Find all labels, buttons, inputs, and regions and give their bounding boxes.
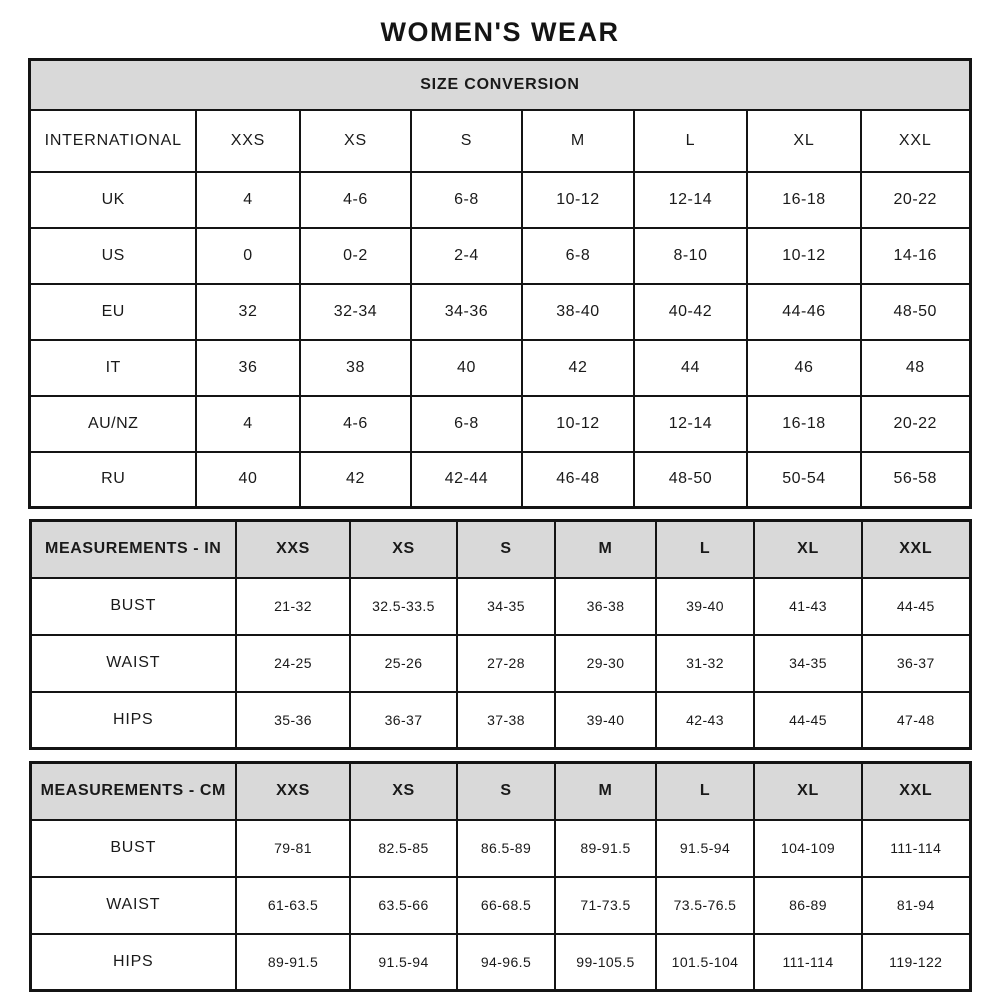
size-cell: 6-8 — [411, 396, 522, 452]
size-cell: 16-18 — [747, 396, 861, 452]
col-header-xxs: XXS — [236, 521, 350, 578]
measure-cell: 44-45 — [754, 692, 862, 749]
measure-cell: 34-35 — [754, 635, 862, 692]
row-label: BUST — [30, 578, 236, 635]
col-header-xl: XL — [754, 521, 862, 578]
col-header-xxl: XXL — [861, 110, 970, 172]
size-cell: 4-6 — [300, 396, 411, 452]
size-cell: 32-34 — [300, 284, 411, 340]
size-cell: 14-16 — [861, 228, 970, 284]
measure-cell: 71-73.5 — [555, 877, 656, 934]
measure-cell: 29-30 — [555, 635, 656, 692]
measure-cell: 36-38 — [555, 578, 656, 635]
measure-cell: 42-43 — [656, 692, 754, 749]
measure-cell: 101.5-104 — [656, 934, 754, 991]
table-row-uk — [30, 172, 970, 228]
col-header-xs: XS — [350, 521, 457, 578]
size-cell: 48-50 — [634, 452, 747, 508]
size-cell: 44 — [634, 340, 747, 396]
measurements-in-table — [29, 519, 972, 750]
table-row-it — [30, 340, 970, 396]
size-cell: 46-48 — [522, 452, 634, 508]
col-header-xxl: XXL — [862, 521, 970, 578]
size-cell: 42 — [300, 452, 411, 508]
col-header-xxs: XXS — [196, 110, 300, 172]
size-cell: 12-14 — [634, 396, 747, 452]
table-row-hips-in — [30, 692, 970, 749]
row-label: HIPS — [30, 934, 236, 991]
measure-cell: 41-43 — [754, 578, 862, 635]
measure-cell: 36-37 — [350, 692, 457, 749]
size-cell: 4 — [196, 172, 300, 228]
col-header-xs: XS — [300, 110, 411, 172]
measurements-cm-title: MEASUREMENTS - CM — [30, 763, 236, 820]
col-header-xxl: XXL — [862, 763, 970, 820]
measure-cell: 44-45 — [862, 578, 970, 635]
size-cell: 0-2 — [300, 228, 411, 284]
col-header-s: S — [457, 521, 555, 578]
size-cell: 40-42 — [634, 284, 747, 340]
size-cell: 38 — [300, 340, 411, 396]
col-header-m: M — [555, 521, 656, 578]
measure-cell: 111-114 — [754, 934, 862, 991]
size-cell: 42 — [522, 340, 634, 396]
measure-cell: 39-40 — [656, 578, 754, 635]
size-cell: 20-22 — [861, 172, 970, 228]
measure-cell: 34-35 — [457, 578, 555, 635]
row-label: WAIST — [30, 635, 236, 692]
row-label: WAIST — [30, 877, 236, 934]
size-cell: 34-36 — [411, 284, 522, 340]
row-label: HIPS — [30, 692, 236, 749]
size-cell: 40 — [411, 340, 522, 396]
table-row-bust-cm — [30, 820, 970, 877]
col-header-xl: XL — [754, 763, 862, 820]
row-label: EU — [30, 284, 196, 340]
measure-cell: 91.5-94 — [350, 934, 457, 991]
measure-cell: 79-81 — [236, 820, 350, 877]
measure-cell: 104-109 — [754, 820, 862, 877]
measure-cell: 82.5-85 — [350, 820, 457, 877]
size-cell: 56-58 — [861, 452, 970, 508]
table-row-eu — [30, 284, 970, 340]
col-header-xxs: XXS — [236, 763, 350, 820]
table-gap — [0, 509, 1000, 519]
measure-cell: 61-63.5 — [236, 877, 350, 934]
measure-cell: 63.5-66 — [350, 877, 457, 934]
size-cell: 44-46 — [747, 284, 861, 340]
measure-cell: 35-36 — [236, 692, 350, 749]
size-cell: 8-10 — [634, 228, 747, 284]
measure-cell: 86.5-89 — [457, 820, 555, 877]
measure-cell: 47-48 — [862, 692, 970, 749]
measure-cell: 31-32 — [656, 635, 754, 692]
col-header-s: S — [411, 110, 522, 172]
size-cell: 16-18 — [747, 172, 861, 228]
measure-cell: 81-94 — [862, 877, 970, 934]
measure-cell: 36-37 — [862, 635, 970, 692]
row-label: RU — [30, 452, 196, 508]
col-header-xl: XL — [747, 110, 861, 172]
size-cell: 20-22 — [861, 396, 970, 452]
col-header-l: L — [656, 521, 754, 578]
col-header-xs: XS — [350, 763, 457, 820]
table-gap — [0, 750, 1000, 761]
size-cell: 4-6 — [300, 172, 411, 228]
size-cell: 10-12 — [747, 228, 861, 284]
measure-cell: 111-114 — [862, 820, 970, 877]
page-title: WOMEN'S WEAR — [380, 17, 620, 47]
size-cell: 12-14 — [634, 172, 747, 228]
measure-cell: 89-91.5 — [236, 934, 350, 991]
table-row-bust-in — [30, 578, 970, 635]
size-cell: 40 — [196, 452, 300, 508]
measurements-cm-table — [29, 761, 972, 992]
table-row-hips-cm — [30, 934, 970, 991]
table-row-waist-cm — [30, 877, 970, 934]
size-cell: 50-54 — [747, 452, 861, 508]
row-label: UK — [30, 172, 196, 228]
col-header-m: M — [555, 763, 656, 820]
size-cell: 6-8 — [411, 172, 522, 228]
size-cell: 36 — [196, 340, 300, 396]
measure-cell: 24-25 — [236, 635, 350, 692]
table-row-us — [30, 228, 970, 284]
size-cell: 0 — [196, 228, 300, 284]
size-cell: 46 — [747, 340, 861, 396]
row-label: BUST — [30, 820, 236, 877]
col-header-international: INTERNATIONAL — [30, 110, 196, 172]
size-cell: 48 — [861, 340, 970, 396]
size-conversion-table — [28, 58, 971, 509]
measure-cell: 25-26 — [350, 635, 457, 692]
size-cell: 10-12 — [522, 396, 634, 452]
col-header-l: L — [634, 110, 747, 172]
col-header-s: S — [457, 763, 555, 820]
measure-cell: 91.5-94 — [656, 820, 754, 877]
col-header-m: M — [522, 110, 634, 172]
table-title-row — [30, 60, 970, 110]
measure-cell: 94-96.5 — [457, 934, 555, 991]
size-cell: 10-12 — [522, 172, 634, 228]
row-label: AU/NZ — [30, 396, 196, 452]
table-row-waist-in — [30, 635, 970, 692]
measure-cell: 89-91.5 — [555, 820, 656, 877]
row-label: US — [30, 228, 196, 284]
size-conversion-title: SIZE CONVERSION — [30, 60, 970, 110]
row-label: IT — [30, 340, 196, 396]
measure-cell: 32.5-33.5 — [350, 578, 457, 635]
measure-cell: 39-40 — [555, 692, 656, 749]
measure-cell: 99-105.5 — [555, 934, 656, 991]
measure-cell: 119-122 — [862, 934, 970, 991]
size-cell: 32 — [196, 284, 300, 340]
col-header-l: L — [656, 763, 754, 820]
table-row-ru — [30, 452, 970, 508]
size-cell: 48-50 — [861, 284, 970, 340]
size-cell: 6-8 — [522, 228, 634, 284]
measure-cell: 37-38 — [457, 692, 555, 749]
size-cell: 2-4 — [411, 228, 522, 284]
measurements-in-title: MEASUREMENTS - IN — [30, 521, 236, 578]
measure-cell: 86-89 — [754, 877, 862, 934]
measure-cell: 21-32 — [236, 578, 350, 635]
size-cell: 42-44 — [411, 452, 522, 508]
column-header-row — [30, 763, 970, 820]
column-header-row — [30, 110, 970, 172]
size-cell: 4 — [196, 396, 300, 452]
measure-cell: 73.5-76.5 — [656, 877, 754, 934]
size-cell: 38-40 — [522, 284, 634, 340]
measure-cell: 66-68.5 — [457, 877, 555, 934]
measure-cell: 27-28 — [457, 635, 555, 692]
column-header-row — [30, 521, 970, 578]
table-row-aunz — [30, 396, 970, 452]
